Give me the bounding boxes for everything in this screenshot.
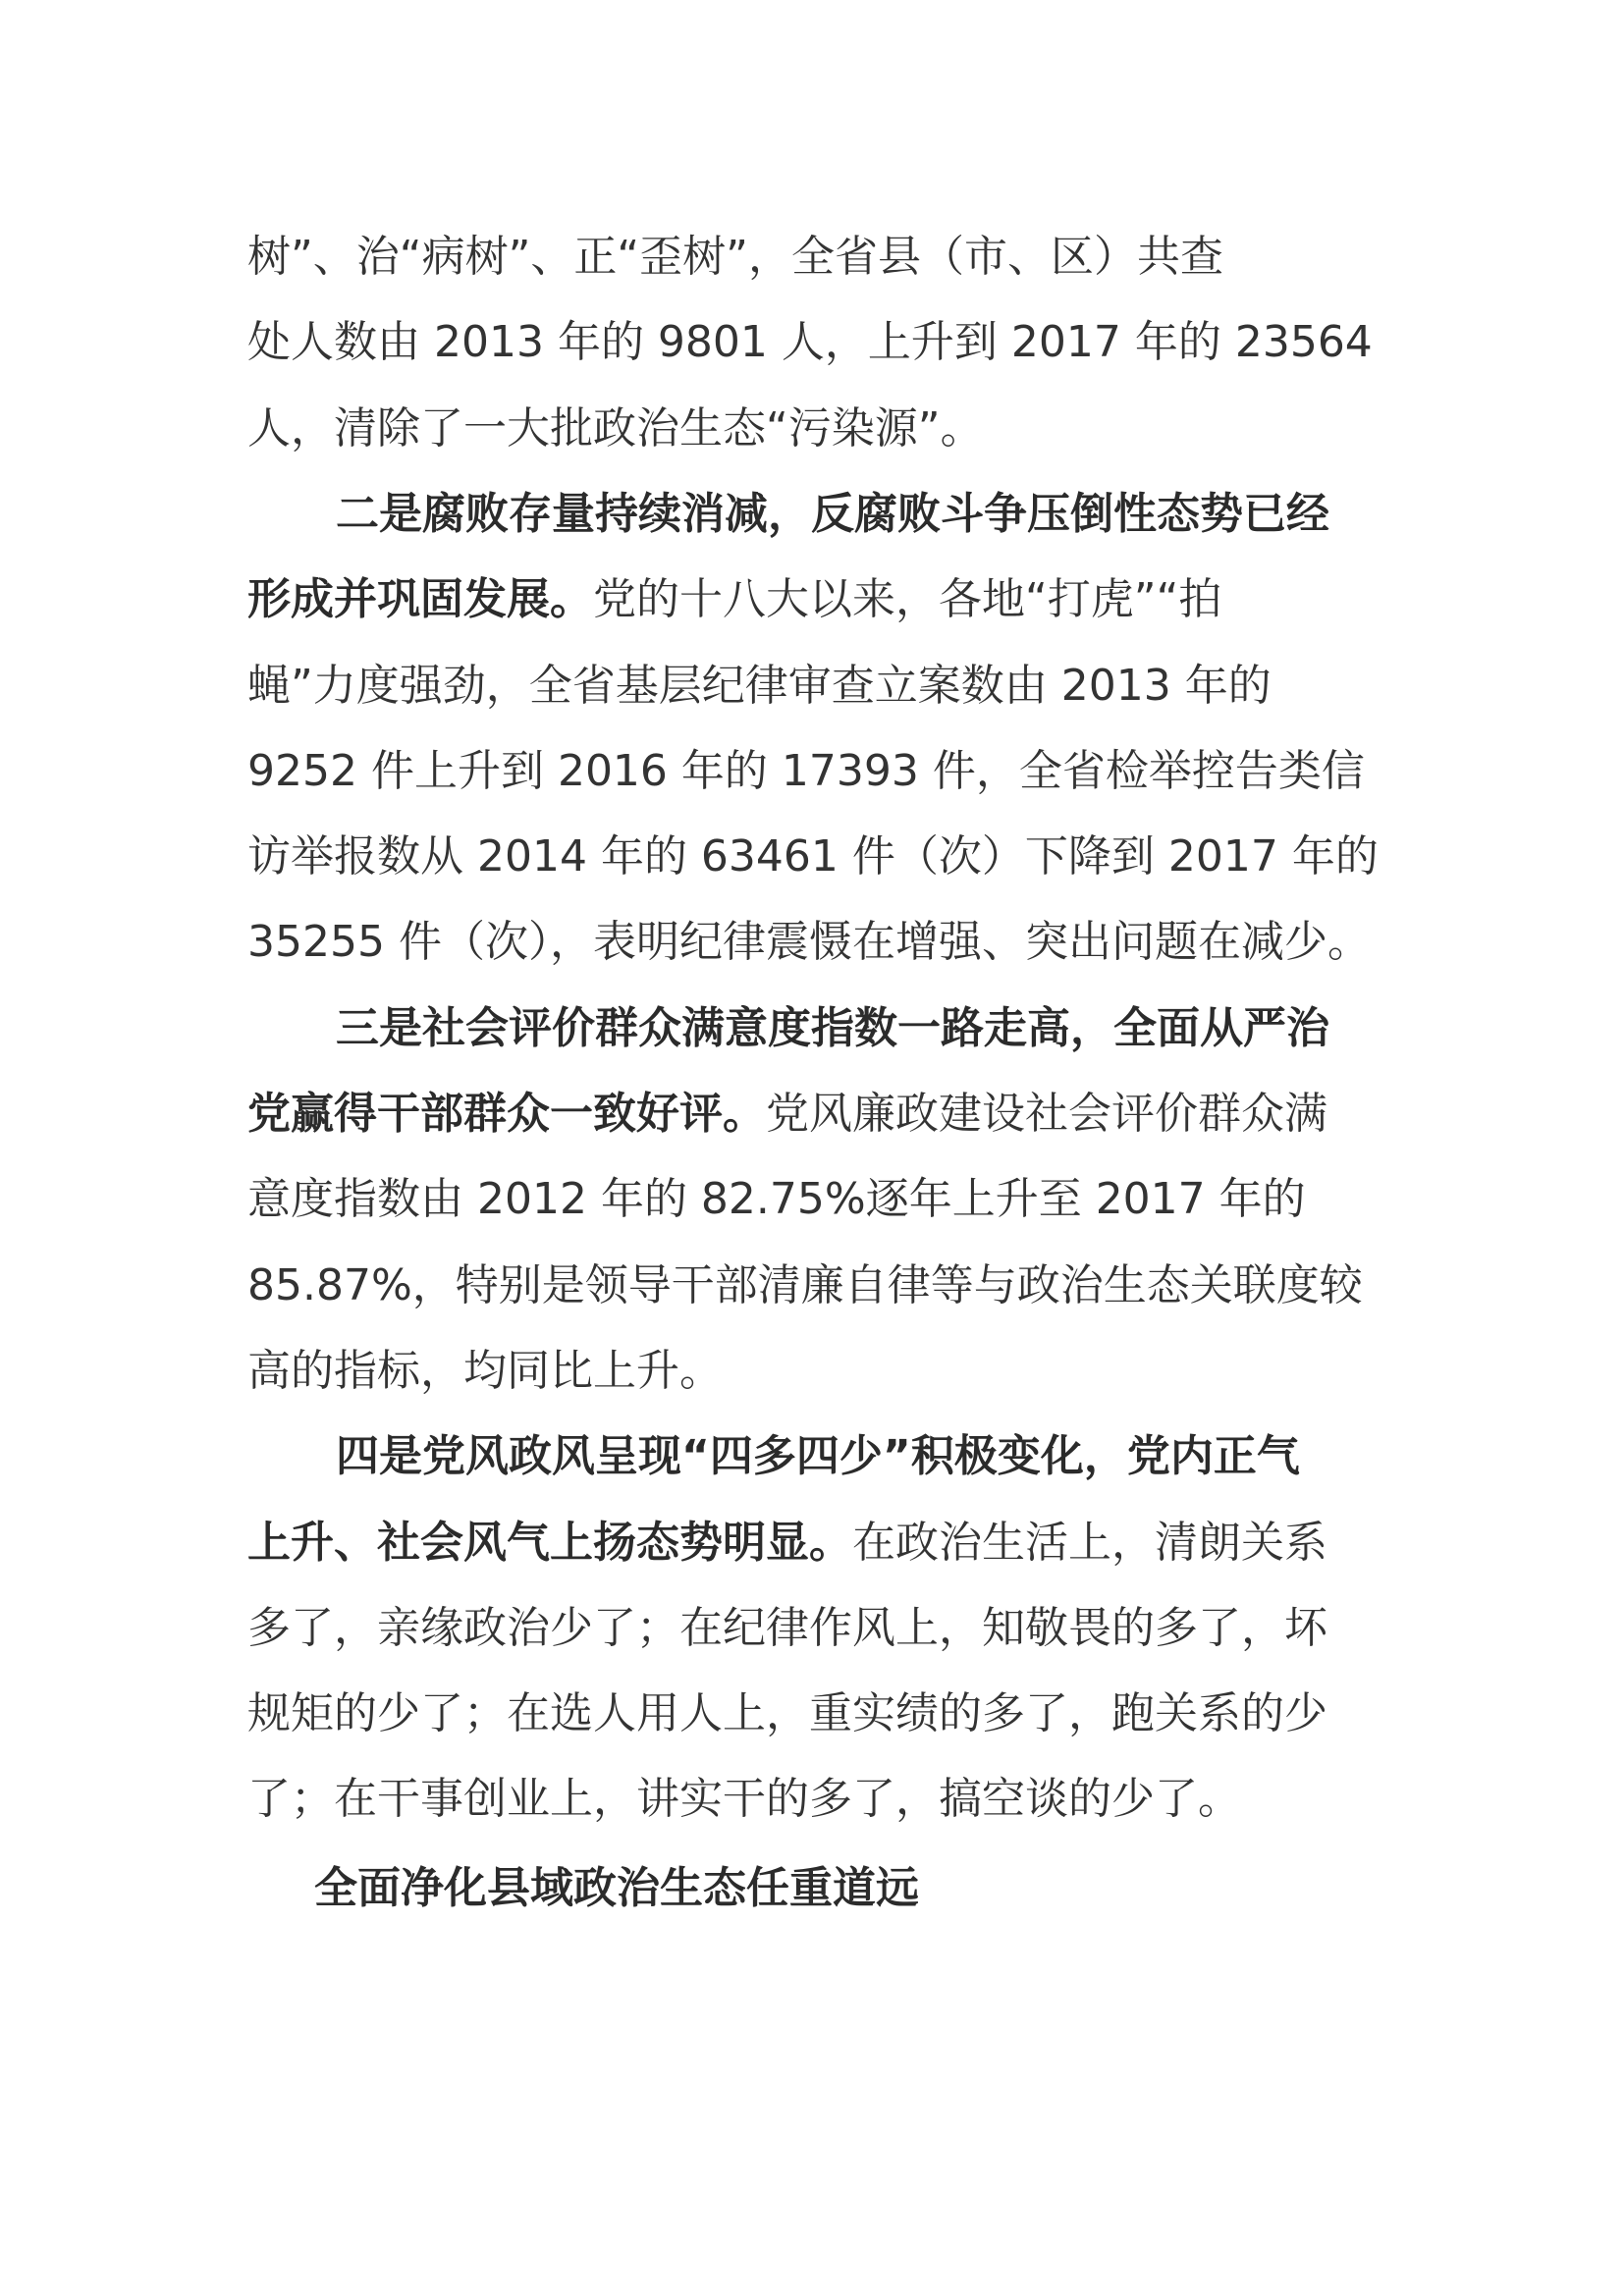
text-line (247, 828, 1379, 886)
body-text: 了；在干事创业上，讲实干的多了，搞空谈的少了。 (247, 1774, 1241, 1825)
text-line (247, 1085, 1327, 1144)
body-text: 人，清除了一大批政治生态“污染源”。 (247, 402, 984, 454)
body-text: 党风廉政建设社会评价群众满 (766, 1089, 1327, 1139)
text-line (247, 1256, 1363, 1315)
text-line (247, 742, 1365, 801)
body-text: 规矩的少了；在选人用人上，重实绩的多了，跑关系的少 (247, 1688, 1327, 1739)
body-text: 9252 件上升到 2016 年的 17393 件，全省检举控告类信 (247, 745, 1365, 796)
text-line (247, 1170, 1306, 1229)
body-text: 在政治生活上，清朗关系 (852, 1517, 1327, 1568)
text-line (247, 657, 1272, 716)
bold-lead: 形成并巩固发展。 (247, 574, 593, 625)
text-line (336, 999, 1329, 1058)
bold-lead: 二是腐败存量持续消减，反腐败斗争压倒性态势已经 (336, 488, 1329, 539)
body-text: 35255 件（次），表明纪律震慑在增强、突出问题在减少。 (247, 917, 1371, 968)
text-line (247, 1599, 1327, 1658)
section-heading (314, 1859, 919, 1918)
text-line (247, 570, 1221, 629)
body-text: 树”、治“病树”、正“歪树”，全省县（市、区）共查 (247, 232, 1223, 282)
text-line (247, 913, 1371, 972)
text-line (336, 1427, 1300, 1486)
body-text: 多了，亲缘政治少了；在纪律作风上，知敬畏的多了，坏 (247, 1602, 1327, 1653)
body-text: 访举报数从 2014 年的 63461 件（次）下降到 2017 年的 (247, 831, 1379, 882)
body-text: 党的十八大以来，各地“打虎”“拍 (593, 574, 1222, 625)
text-line (247, 400, 984, 458)
bold-lead: 三是社会评价群众满意度指数一路走高，全面从严治 (336, 1002, 1329, 1053)
text-line (247, 313, 1373, 372)
text-line (247, 1684, 1327, 1743)
body-text: 处人数由 2013 年的 9801 人，上升到 2017 年的 23564 (247, 317, 1373, 368)
body-text: 意度指数由 2012 年的 82.75%逐年上升至 2017 年的 (247, 1174, 1306, 1225)
text-line (336, 485, 1329, 544)
bold-lead: 四是党风政风呈现“四多四少”积极变化，党内正气 (336, 1431, 1300, 1482)
bold-lead: 党赢得干部群众一致好评。 (247, 1089, 766, 1139)
body-text: 85.87%，特别是领导干部清廉自律等与政治生态关联度较 (247, 1259, 1363, 1310)
text-line (247, 1770, 1241, 1829)
text-line (247, 1342, 723, 1401)
body-text: 蝇”力度强劲，全省基层纪律审查立案数由 2013 年的 (247, 660, 1272, 711)
body-text: 高的指标，均同比上升。 (247, 1345, 723, 1396)
text-line (247, 1514, 1327, 1573)
bold-lead: 全面净化县域政治生态任重道远 (314, 1862, 919, 1913)
bold-lead: 上升、社会风气上扬态势明显。 (247, 1517, 852, 1568)
text-line (247, 228, 1223, 287)
